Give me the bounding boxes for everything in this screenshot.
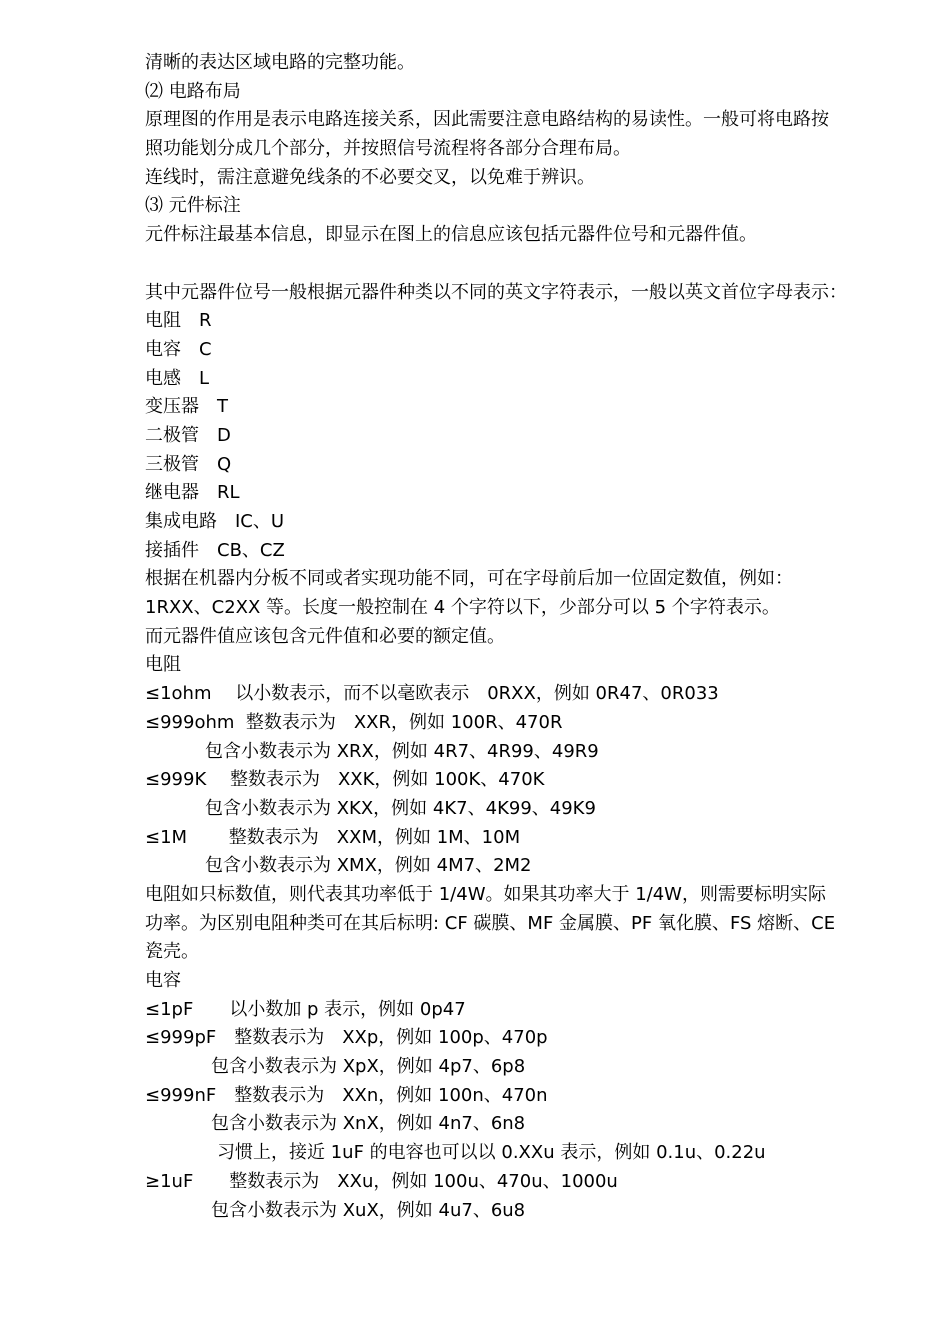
paragraph-line: 1RXX、C2XX 等。长度一般控制在 4 个字符以下，少部分可以 5 个字符表示。: [145, 597, 780, 619]
value-rule: ≤999ohm 整数表示为 XXR，例如 100R、470R: [145, 711, 563, 733]
paragraph-line: 元件标注最基本信息，即显示在图上的信息应该包括元器件位号和元器件值。: [145, 224, 757, 246]
paragraph-line: 而元器件值应该包含元件值和必要的额定值。: [145, 625, 505, 647]
value-rule: ≤1M 整数表示为 XXM，例如 1M、10M: [145, 826, 521, 848]
value-rule-detail: 包含小数表示为 XMX，例如 4M7、2M2: [205, 855, 532, 877]
designator-item: 继电器 RL: [145, 482, 240, 504]
subsection-heading-capacitor: 电容: [145, 970, 181, 991]
value-rule: ≤999K 整数表示为 XXK，例如 100K、470K: [145, 769, 545, 791]
paragraph-line: 功率。为区别电阻种类可在其后标明: CF 碳膜、MF 金属膜、PF 氧化膜、FS 熔断、CE: [145, 912, 836, 934]
value-rule: ≤1pF 以小数加 p 表示，例如 0p47: [145, 998, 466, 1020]
paragraph-line: 电阻如只标数值，则代表其功率低于 1/4W。如果其功率大于 1/4W，则需要标明实际: [145, 883, 826, 905]
subsection-heading-resistor: 电阻: [145, 654, 181, 676]
designator-item: 集成电路 IC、U: [145, 511, 285, 532]
designator-item: 二极管 D: [145, 424, 231, 446]
paragraph-line: 清晰的表达区域电路的完整功能。: [145, 52, 415, 73]
value-rule-detail: 包含小数表示为 XpX，例如 4p7、6p8: [211, 1056, 526, 1078]
designator-item: 接插件 CB、CZ: [145, 539, 285, 561]
paragraph-line: 原理图的作用是表示电路连接关系，因此需要注意电路结构的易读性。一般可将电路按: [145, 109, 829, 131]
paragraph-line: 照功能划分成几个部分，并按照信号流程将各部分合理布局。: [145, 138, 631, 160]
value-rule-detail: 包含小数表示为 XuX，例如 4u7、6u8: [211, 1199, 526, 1221]
value-rule: ≤999pF 整数表示为 XXp，例如 100p、470p: [145, 1027, 548, 1049]
value-rule: ≤999nF 整数表示为 XXn，例如 100n、470n: [145, 1084, 548, 1106]
paragraph-line: 其中元器件位号一般根据元器件种类以不同的英文字符表示，一般以英文首位字母表示：: [145, 281, 847, 303]
designator-item: 电阻 R: [145, 310, 212, 332]
value-rule: ≤1ohm 以小数表示，而不以毫欧表示 0RXX，例如 0R47、0R033: [145, 683, 719, 705]
value-rule-detail: 包含小数表示为 XKX，例如 4K7、4K99、49K9: [205, 797, 596, 819]
value-rule-note: 习惯上，接近 1uF 的电容也可以以 0.XXu 表示，例如 0.1u、0.22u: [217, 1142, 766, 1164]
designator-item: 电感 L: [145, 367, 210, 389]
paragraph-line: 连线时，需注意避免线条的不必要交叉，以免难于辨识。: [145, 166, 595, 188]
designator-item: 三极管 Q: [145, 453, 232, 475]
value-rule-detail: 包含小数表示为 XRX，例如 4R7、4R99、49R9: [205, 740, 599, 762]
designator-item: 电容 C: [145, 338, 212, 360]
document-body: [145, 49, 905, 1225]
section-heading: ⑵ 电路布局: [145, 80, 241, 102]
designator-item: 变压器 T: [145, 396, 228, 418]
value-rule-detail: 包含小数表示为 XnX，例如 4n7、6n8: [211, 1113, 526, 1135]
blank-line: [145, 250, 905, 279]
section-heading: ⑶ 元件标注: [145, 195, 241, 217]
value-rule: ≥1uF 整数表示为 XXu，例如 100u、470u、1000u: [145, 1170, 618, 1192]
paragraph-line: 根据在机器内分板不同或者实现功能不同，可在字母前后加一位固定数值，例如：: [145, 568, 793, 590]
paragraph-line: 瓷壳。: [145, 941, 199, 963]
